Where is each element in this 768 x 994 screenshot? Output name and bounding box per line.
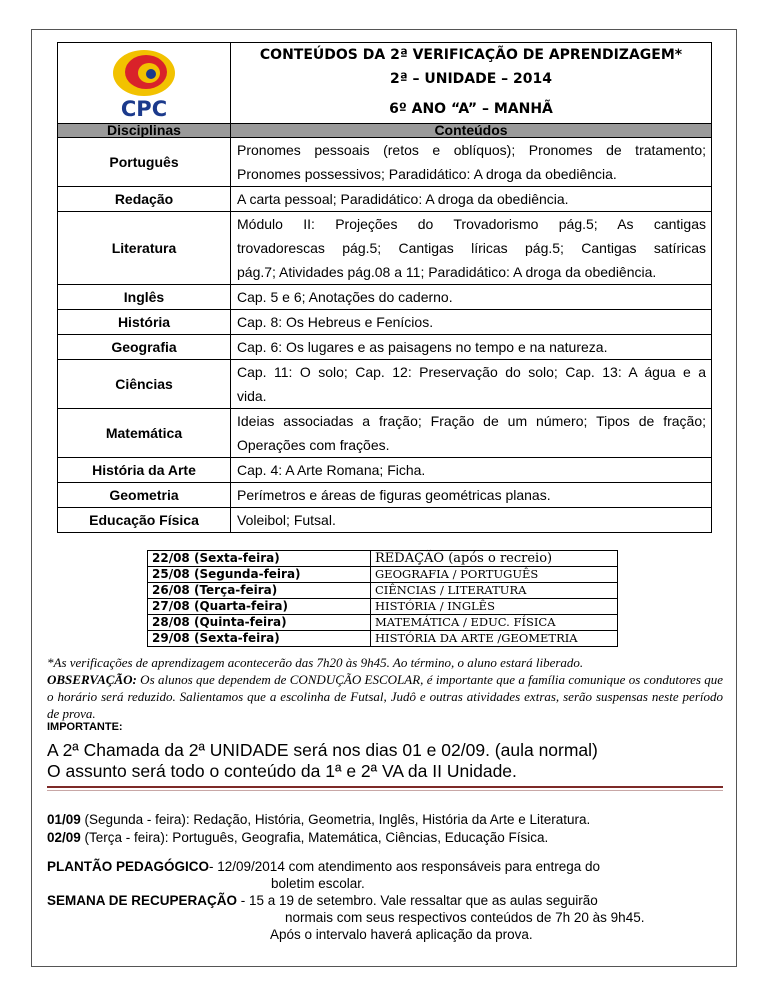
content-line: pág.7; Atividades pág.08 a 11; Paradidático: A droga da obediência.: [237, 264, 657, 280]
content-line: Cap. 4: A Arte Romana; Ficha.: [237, 462, 426, 478]
subject-name: Ciências: [58, 360, 231, 409]
subject-content: [231, 285, 712, 310]
content-line: Perímetros e áreas de figuras geométricas planas.: [237, 487, 551, 503]
contents-table: [57, 42, 712, 533]
content-line: A carta pessoal; Paradidático: A droga da obediência.: [237, 191, 569, 207]
subject-name: Geometria: [58, 483, 231, 508]
plantao-text-1: - 12/09/2014 com atendimento aos responsáveis para entrega do: [209, 859, 601, 874]
header-cell: [231, 43, 712, 124]
important-label: IMPORTANTE:: [47, 721, 123, 733]
content-line: vida.: [237, 388, 267, 404]
subject-name: Matemática: [58, 409, 231, 458]
schedule-row: [148, 599, 618, 615]
second-call-days: [47, 811, 590, 847]
table-row: [58, 187, 712, 212]
table-row: [58, 285, 712, 310]
notes-block: [47, 654, 723, 722]
schedule-subjects: HISTÓRIA DA ARTE /GEOMETRIA: [371, 631, 618, 647]
content-line: Ideias associadas a fração; Fração de um número; Tipos de fração;: [237, 413, 706, 429]
subject-name: Educação Física: [58, 508, 231, 533]
schedule-date: 27/08 (Quarta-feira): [148, 599, 371, 615]
schedule-row: [148, 615, 618, 631]
second-call-notice: [47, 740, 598, 782]
logo-cell: [58, 43, 231, 124]
table-row: [58, 138, 712, 187]
day-text: (Segunda - feira): Redação, História, Geometria, Inglês, História da Arte e Literatura.: [80, 812, 591, 827]
recuperacao-text-3: Após o intervalo haverá aplicação da prova.: [270, 927, 533, 942]
recuperacao-block: [47, 892, 644, 943]
content-line: Cap. 5 e 6; Anotações do caderno.: [237, 289, 453, 305]
plantao-text-2: boletim escolar.: [271, 876, 365, 891]
subject-content: [231, 483, 712, 508]
subject-content: [231, 138, 712, 187]
doc-title: CONTEÚDOS DA 2ª VERIFICAÇÃO DE APRENDIZAGEM*: [259, 47, 683, 63]
schedule-date: 26/08 (Terça-feira): [148, 583, 371, 599]
svg-text:CPC: CPC: [120, 97, 168, 120]
exam-schedule-table: [147, 550, 618, 647]
asterisk-note: *As verificações de aprendizagem acontecerão das 7h20 às 9h45. Ao término, o aluno estará liberado.: [47, 655, 584, 670]
schedule-subjects: REDAÇÃO (após o recreio): [371, 551, 618, 567]
schedule-date: 22/08 (Sexta-feira): [148, 551, 371, 567]
schedule-row: [148, 551, 618, 567]
subject-content: [231, 187, 712, 212]
subject-name: Redação: [58, 187, 231, 212]
doc-class: 6º ANO “A” – MANHÃ: [389, 101, 553, 117]
divider-shadow: [47, 790, 723, 791]
schedule-row: [148, 567, 618, 583]
day-date: 02/09: [47, 830, 81, 845]
cpc-logo-icon: [106, 48, 182, 120]
content-line: Voleibol; Futsal.: [237, 512, 336, 528]
subject-content: [231, 458, 712, 483]
schedule-subjects: CIÊNCIAS / LITERATURA: [371, 583, 618, 599]
table-row: [58, 360, 712, 409]
second-call-line-2: O assunto será todo o conteúdo da 1ª e 2ª VA da II Unidade.: [47, 761, 517, 781]
table-row: [58, 212, 712, 285]
content-line: Cap. 11: O solo; Cap. 12: Preservação do solo; Cap. 13: A água e a: [237, 364, 706, 380]
subject-content: [231, 212, 712, 285]
content-line: Módulo II: Projeções do Trovadorismo pág.5; As cantigas: [237, 216, 706, 232]
subject-content: [231, 310, 712, 335]
day-line: [47, 829, 590, 847]
schedule-subjects: MATEMÁTICA / EDUC. FÍSICA: [371, 615, 618, 631]
divider: [47, 786, 723, 788]
table-row: [58, 409, 712, 458]
day-line: [47, 811, 590, 829]
col-disciplines: Disciplinas: [58, 124, 231, 138]
content-line: trovadorescas pág.5; Cantigas líricas pág.5; Cantigas satíricas: [237, 240, 706, 256]
subject-name: Inglês: [58, 285, 231, 310]
recuperacao-label: SEMANA DE RECUPERAÇÃO: [47, 893, 238, 908]
subject-content: [231, 360, 712, 409]
subject-content: [231, 335, 712, 360]
doc-unit: 2ª – UNIDADE – 2014: [389, 71, 553, 87]
schedule-row: [148, 583, 618, 599]
recuperacao-text-2: normais com seus respectivos conteúdos de 7h 20 às 9h45.: [285, 910, 645, 925]
column-header-row: [58, 124, 712, 138]
subject-content: [231, 508, 712, 533]
subject-name: História da Arte: [58, 458, 231, 483]
content-line: Cap. 6: Os lugares e as paisagens no tempo e na natureza.: [237, 339, 608, 355]
day-text: (Terça - feira): Português, Geografia, Matemática, Ciências, Educação Física.: [80, 830, 549, 845]
schedule-row: [148, 631, 618, 647]
schedule-date: 28/08 (Quinta-feira): [148, 615, 371, 631]
subject-name: História: [58, 310, 231, 335]
second-call-line-1: A 2ª Chamada da 2ª UNIDADE será nos dias 01 e 02/09. (aula normal): [47, 740, 598, 760]
content-line: Pronomes pessoais (retos e oblíquos); Pronomes de tratamento;: [237, 142, 706, 158]
table-row: [58, 483, 712, 508]
col-contents: Conteúdos: [231, 124, 712, 138]
schedule-date: 25/08 (Segunda-feira): [148, 567, 371, 583]
content-line: Pronomes possessivos; Paradidático: A droga da obediência.: [237, 166, 617, 182]
subject-content: [231, 409, 712, 458]
subject-name: Geografia: [58, 335, 231, 360]
schedule-subjects: GEOGRAFIA / PORTUGUÊS: [371, 567, 618, 583]
schedule-date: 29/08 (Sexta-feira): [148, 631, 371, 647]
table-row: [58, 310, 712, 335]
plantao-block: [47, 858, 600, 892]
day-date: 01/09: [47, 812, 81, 827]
observation-label: OBSERVAÇÃO:: [47, 672, 137, 687]
subject-name: Português: [58, 138, 231, 187]
schedule-subjects: HISTÓRIA / INGLÊS: [371, 599, 618, 615]
recuperacao-text-1: - 15 a 19 de setembro. Vale ressaltar que as aulas seguirão: [237, 893, 598, 908]
content-line: Operações com frações.: [237, 437, 390, 453]
subject-name: Literatura: [58, 212, 231, 285]
table-row: [58, 508, 712, 533]
plantao-label: PLANTÃO PEDAGÓGICO: [47, 859, 210, 874]
observation-text: Os alunos que dependem de CONDUÇÃO ESCOLAR, é importante que a família comunique os condutores que o horário será reduzido. Salientamos que a escolinha de Futsal, Judô e outras atividades extras, serão suspensas neste período de prova.: [47, 672, 723, 721]
content-line: Cap. 8: Os Hebreus e Fenícios.: [237, 314, 434, 330]
table-row: [58, 335, 712, 360]
table-row: [58, 458, 712, 483]
observation-note: [47, 671, 723, 722]
